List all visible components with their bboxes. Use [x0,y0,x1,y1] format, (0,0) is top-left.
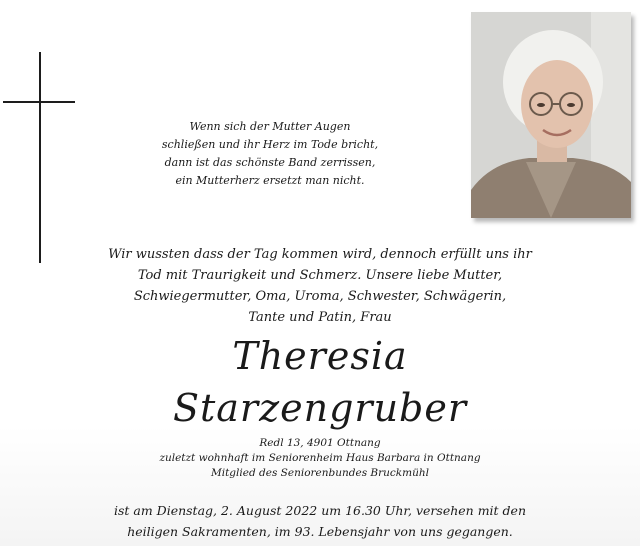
closing-line: heiligen Sakramenten, im 93. Lebensjahr von uns gegangen. [127,524,513,539]
deceased-last-name: Starzengruber [172,386,468,430]
verse-line: ein Mutterherz ersetzt man nicht. [175,174,365,187]
portrait-photo [471,12,631,218]
address-line: Redl 13, 4901 Ottnang [259,437,381,449]
cross-vertical-bar [39,52,41,263]
intro-line: Tod mit Traurigkeit und Schmerz. Unsere liebe Mutter, [137,268,503,283]
closing-line: ist am Dienstag, 2. August 2022 um 16.30 Uhr, versehen mit den [113,503,526,518]
verse-line: Wenn sich der Mutter Augen [189,120,351,133]
membership-line: Mitglied des Seniorenbundes Bruckmühl [210,467,430,479]
deceased-first-name: Theresia [232,334,408,378]
intro-text [60,244,580,328]
deceased-details [120,436,520,481]
cross-horizontal-bar [3,101,75,103]
verse-line: schließen und ihr Herz im Tode bricht, [161,138,379,151]
memorial-verse [120,118,420,190]
intro-line: Wir wussten dass der Tag kommen wird, dennoch erfüllt uns ihr [108,247,532,262]
verse-line: dann ist das schönste Band zerrissen, [164,156,376,169]
intro-line: Schwiegermutter, Oma, Uroma, Schwester, Schwägerin, [133,289,507,304]
closing-text [40,500,600,542]
residence-line: zuletzt wohnhaft im Seniorenheim Haus Barbara in Ottnang [159,452,481,464]
intro-line: Tante und Patin, Frau [248,310,392,325]
